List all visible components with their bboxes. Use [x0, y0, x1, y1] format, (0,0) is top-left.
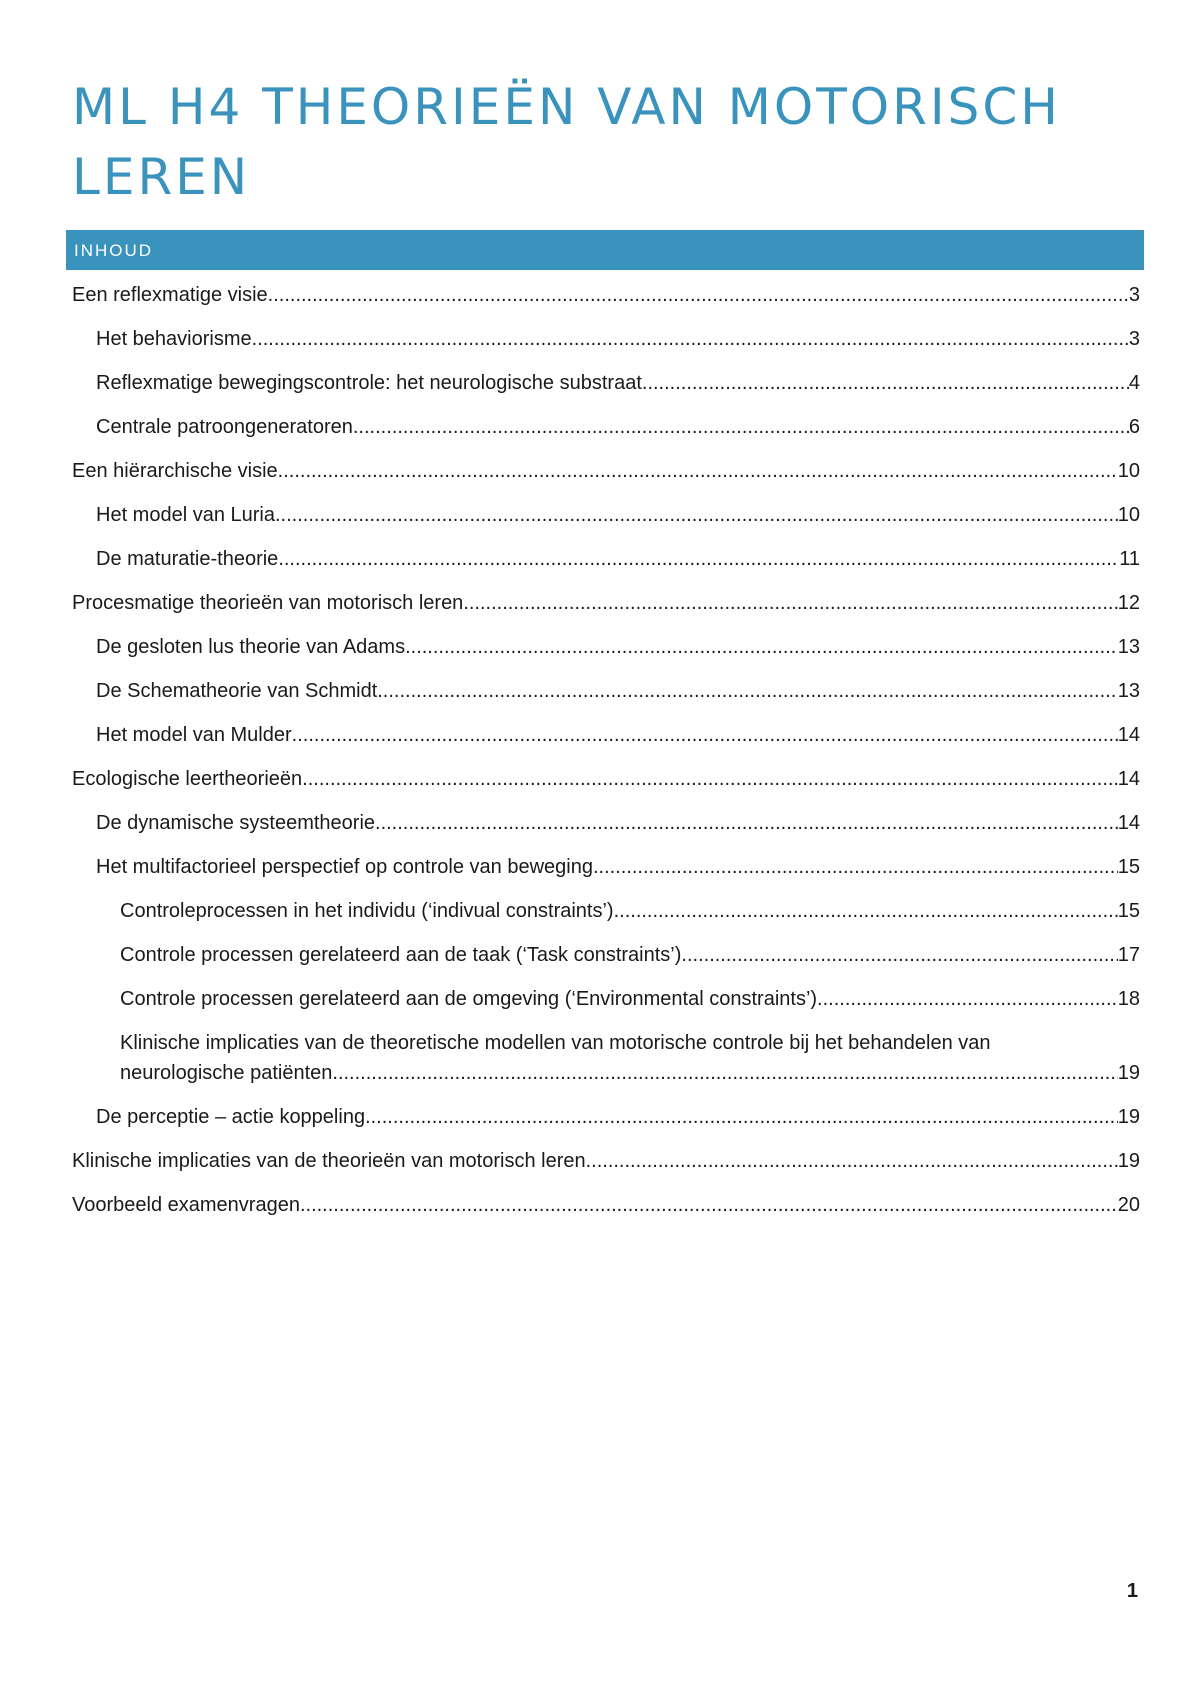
- toc-entry-text: De perceptie – actie koppeling: [96, 1106, 366, 1128]
- toc-leader-dots: [593, 852, 1118, 882]
- toc-entry-text: De gesloten lus theorie van Adams: [96, 636, 406, 658]
- toc-entry-text: De maturatie-theorie: [96, 548, 279, 570]
- toc-entry-page: 3: [1128, 284, 1140, 306]
- toc-entry-page: 14: [1117, 724, 1140, 746]
- toc-entry-text: Reflexmatige bewegingscontrole: het neurologische substraat: [96, 372, 642, 394]
- toc-leader-dots: [292, 720, 1118, 750]
- toc-leader-dots: [302, 764, 1118, 794]
- table-of-contents: [72, 280, 1140, 1234]
- toc-heading-band: [66, 230, 1144, 270]
- toc-entry[interactable]: [72, 764, 1140, 794]
- toc-entry-page: 20: [1117, 1194, 1140, 1216]
- toc-leader-dots: [275, 500, 1118, 530]
- toc-entry-page: 19: [1117, 1150, 1140, 1172]
- toc-entry-page: 10: [1117, 504, 1140, 526]
- toc-entry[interactable]: [72, 676, 1140, 706]
- toc-entry-text: Controleprocessen in het individu (‘indivual constraints’): [120, 900, 614, 922]
- toc-entry-text: Het model van Luria: [96, 504, 275, 526]
- toc-entry-text: Ecologische leertheorieën: [72, 768, 303, 790]
- toc-leader-dots: [252, 324, 1129, 354]
- toc-entry-text: Controle processen gerelateerd aan de taak (‘Task constraints’): [120, 944, 682, 966]
- toc-leader-dots: [463, 588, 1117, 618]
- page-number: 1: [1126, 1580, 1138, 1602]
- toc-entry-text: Een reflexmatige visie: [72, 284, 268, 306]
- toc-leader-dots: [377, 676, 1118, 706]
- toc-leader-dots: [332, 1058, 1117, 1088]
- toc-entry-text: Klinische implicaties van de theorieën van motorisch leren: [72, 1150, 586, 1172]
- toc-leader-dots: [278, 544, 1119, 574]
- toc-leader-dots: [353, 412, 1129, 442]
- toc-entry-text-line2: neurologische patiënten: [120, 1062, 333, 1084]
- toc-entry-page: 19: [1117, 1062, 1140, 1084]
- toc-entry-page: 13: [1117, 636, 1140, 658]
- toc-entry-text: Voorbeeld examenvragen: [72, 1194, 300, 1216]
- document-title: ML H4 THEORIEËN VAN MOTORISCH LEREN: [72, 78, 1061, 206]
- toc-entry[interactable]: [72, 1146, 1140, 1176]
- toc-entry-page: 14: [1117, 812, 1140, 834]
- toc-leader-dots: [365, 1102, 1118, 1132]
- toc-leader-dots: [614, 896, 1118, 926]
- toc-entry-text: Een hiërarchische visie: [72, 460, 278, 482]
- toc-entry[interactable]: [72, 324, 1140, 354]
- toc-entry[interactable]: [72, 412, 1140, 442]
- toc-entry[interactable]: [72, 984, 1140, 1014]
- toc-entry-text: Het multifactorieel perspectief op controle van beweging: [96, 856, 593, 878]
- toc-entry-text: De dynamische systeemtheorie: [96, 812, 376, 834]
- toc-entry-page: 15: [1117, 856, 1140, 878]
- toc-entry-text: Het behaviorisme: [96, 328, 252, 350]
- toc-entry-text: Centrale patroongeneratoren: [96, 416, 353, 438]
- toc-entry[interactable]: [72, 1190, 1140, 1220]
- toc-leader-dots: [817, 984, 1118, 1014]
- toc-entry[interactable]: [72, 456, 1140, 486]
- toc-entry-text-line1: Klinische implicaties van de theoretische modellen van motorische controle bij het behandelen van: [120, 1032, 991, 1054]
- toc-leader-dots: [268, 280, 1129, 310]
- toc-leader-dots: [681, 940, 1117, 970]
- toc-entry-page: 18: [1117, 988, 1140, 1010]
- toc-entry[interactable]: [72, 1028, 1140, 1088]
- toc-entry-text: De Schematheorie van Schmidt: [96, 680, 378, 702]
- toc-entry[interactable]: [72, 280, 1140, 310]
- toc-entry[interactable]: [72, 544, 1140, 574]
- toc-entry[interactable]: [72, 588, 1140, 618]
- toc-leader-dots: [586, 1146, 1118, 1176]
- toc-heading: INHOUD: [74, 241, 154, 260]
- toc-entry[interactable]: [72, 852, 1140, 882]
- toc-entry[interactable]: [72, 896, 1140, 926]
- toc-leader-dots: [300, 1190, 1118, 1220]
- toc-leader-dots: [405, 632, 1118, 662]
- toc-entry[interactable]: [72, 368, 1140, 398]
- toc-entry-page: 13: [1117, 680, 1140, 702]
- toc-leader-dots: [642, 368, 1129, 398]
- toc-entry-text: Controle processen gerelateerd aan de omgeving (‘Environmental constraints’): [120, 988, 818, 1010]
- toc-entry-page: 14: [1117, 768, 1140, 790]
- toc-entry-page: 3: [1128, 328, 1140, 350]
- toc-entry[interactable]: [72, 500, 1140, 530]
- toc-entry[interactable]: [72, 808, 1140, 838]
- toc-entry-page: 12: [1117, 592, 1140, 614]
- toc-leader-dots: [278, 456, 1118, 486]
- toc-entry[interactable]: [72, 720, 1140, 750]
- toc-entry[interactable]: [72, 1102, 1140, 1132]
- toc-entry-text: Het model van Mulder: [96, 724, 292, 746]
- toc-entry-text: Procesmatige theorieën van motorisch leren: [72, 592, 464, 614]
- toc-entry[interactable]: [72, 632, 1140, 662]
- toc-entry-page: 6: [1128, 416, 1140, 438]
- toc-entry-page: 19: [1117, 1106, 1140, 1128]
- toc-entry-page: 11: [1119, 548, 1140, 570]
- toc-entry-page: 15: [1117, 900, 1140, 922]
- toc-entry[interactable]: [72, 940, 1140, 970]
- toc-entry-page: 4: [1128, 372, 1140, 394]
- toc-entry-page: 10: [1117, 460, 1140, 482]
- toc-leader-dots: [375, 808, 1118, 838]
- toc-entry-page: 17: [1117, 944, 1140, 966]
